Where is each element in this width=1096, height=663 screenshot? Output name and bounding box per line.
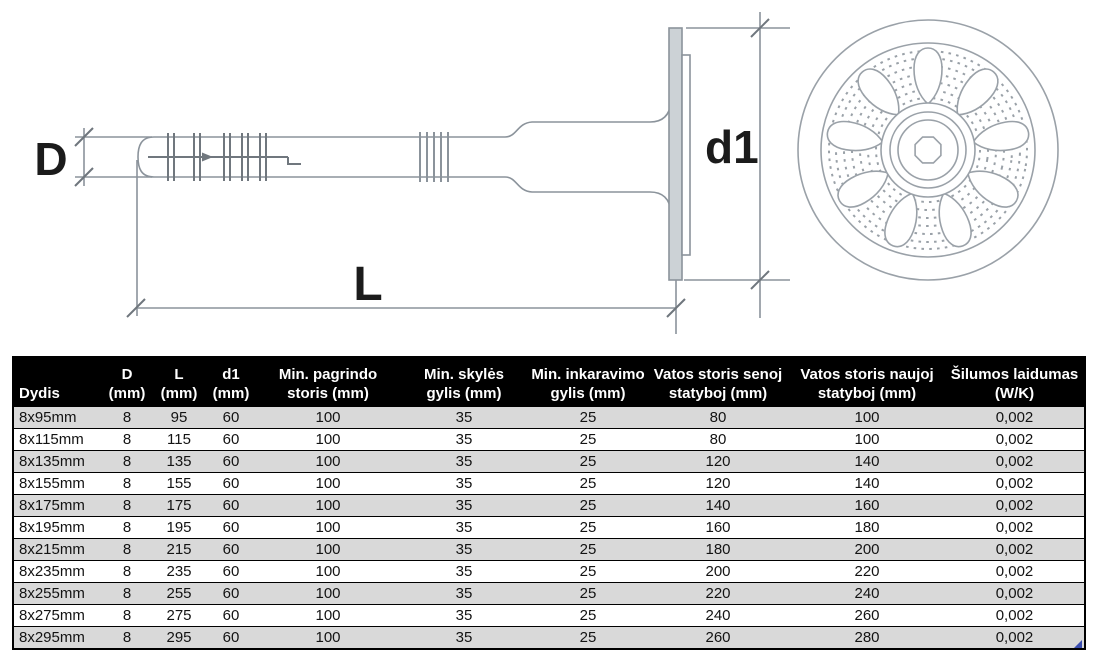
value-cell: 100	[257, 429, 399, 451]
table-row	[13, 473, 1085, 495]
table-row	[13, 539, 1085, 561]
dimension-label-d: D	[34, 133, 68, 185]
value-cell: 8	[101, 407, 153, 429]
value-cell: 35	[399, 627, 529, 650]
value-cell: 35	[399, 517, 529, 539]
table-row	[13, 583, 1085, 605]
value-cell: 160	[789, 495, 945, 517]
value-cell: 160	[647, 517, 789, 539]
value-cell: 8	[101, 473, 153, 495]
table-row	[13, 495, 1085, 517]
value-cell: 115	[153, 429, 205, 451]
head-hub	[881, 103, 975, 197]
value-cell: 60	[205, 407, 257, 429]
value-cell: 100	[257, 583, 399, 605]
value-cell: 100	[257, 517, 399, 539]
value-cell: 0,002	[945, 539, 1085, 561]
value-cell: 60	[205, 429, 257, 451]
value-cell: 255	[153, 583, 205, 605]
value-cell: 35	[399, 429, 529, 451]
table-row	[13, 407, 1085, 429]
value-cell: 25	[529, 495, 647, 517]
value-cell: 0,002	[945, 561, 1085, 583]
value-cell: 8	[101, 539, 153, 561]
value-cell: 220	[647, 583, 789, 605]
table-row	[13, 429, 1085, 451]
size-cell: 8x215mm	[13, 539, 101, 561]
value-cell: 25	[529, 561, 647, 583]
spec-table-container	[12, 356, 1084, 650]
table-row	[13, 517, 1085, 539]
column-header: d1 (mm)	[205, 357, 257, 407]
column-header: Min. skylės gylis (mm)	[399, 357, 529, 407]
anchor-head-backplate	[682, 55, 690, 255]
size-cell: 8x235mm	[13, 561, 101, 583]
value-cell: 135	[153, 451, 205, 473]
table-row	[13, 451, 1085, 473]
value-cell: 60	[205, 561, 257, 583]
value-cell: 180	[647, 539, 789, 561]
value-cell: 100	[789, 407, 945, 429]
value-cell: 60	[205, 627, 257, 650]
anchor-collar-rings	[420, 132, 448, 182]
value-cell: 25	[529, 473, 647, 495]
value-cell: 25	[529, 605, 647, 627]
value-cell: 80	[647, 429, 789, 451]
size-cell: 8x275mm	[13, 605, 101, 627]
value-cell: 80	[647, 407, 789, 429]
value-cell: 100	[257, 627, 399, 650]
anchor-head-side	[669, 28, 682, 280]
column-header: D (mm)	[101, 357, 153, 407]
value-cell: 140	[789, 473, 945, 495]
size-cell: 8x295mm	[13, 627, 101, 650]
value-cell: 8	[101, 605, 153, 627]
size-cell: 8x175mm	[13, 495, 101, 517]
value-cell: 200	[789, 539, 945, 561]
value-cell: 8	[101, 583, 153, 605]
value-cell: 200	[647, 561, 789, 583]
value-cell: 100	[257, 561, 399, 583]
value-cell: 8	[101, 495, 153, 517]
anchor-side-view	[138, 28, 690, 280]
value-cell: 0,002	[945, 605, 1085, 627]
sheet-corner-marker	[1074, 640, 1082, 648]
value-cell: 25	[529, 627, 647, 650]
value-cell: 8	[101, 517, 153, 539]
column-header: L (mm)	[153, 357, 205, 407]
value-cell: 100	[257, 539, 399, 561]
column-header: Min. pagrindo storis (mm)	[257, 357, 399, 407]
value-cell: 0,002	[945, 451, 1085, 473]
value-cell: 260	[789, 605, 945, 627]
dimension-label-l: L	[353, 258, 383, 311]
value-cell: 240	[647, 605, 789, 627]
value-cell: 60	[205, 539, 257, 561]
size-cell: 8x155mm	[13, 473, 101, 495]
value-cell: 100	[789, 429, 945, 451]
spec-table	[12, 356, 1086, 650]
value-cell: 35	[399, 451, 529, 473]
value-cell: 95	[153, 407, 205, 429]
value-cell: 215	[153, 539, 205, 561]
value-cell: 175	[153, 495, 205, 517]
value-cell: 60	[205, 495, 257, 517]
size-cell: 8x95mm	[13, 407, 101, 429]
size-cell: 8x195mm	[13, 517, 101, 539]
value-cell: 25	[529, 429, 647, 451]
table-row	[13, 605, 1085, 627]
value-cell: 35	[399, 495, 529, 517]
anchor-expansion-zone	[148, 133, 301, 181]
value-cell: 280	[789, 627, 945, 650]
column-header: Vatos storis senoj statyboj (mm)	[647, 357, 789, 407]
value-cell: 235	[153, 561, 205, 583]
value-cell: 60	[205, 605, 257, 627]
value-cell: 140	[789, 451, 945, 473]
value-cell: 35	[399, 605, 529, 627]
value-cell: 0,002	[945, 473, 1085, 495]
value-cell: 100	[257, 495, 399, 517]
value-cell: 0,002	[945, 495, 1085, 517]
value-cell: 0,002	[945, 517, 1085, 539]
column-header: Min. inkaravimo gylis (mm)	[529, 357, 647, 407]
value-cell: 180	[789, 517, 945, 539]
value-cell: 0,002	[945, 429, 1085, 451]
spec-table-body	[13, 407, 1085, 650]
value-cell: 8	[101, 451, 153, 473]
value-cell: 100	[257, 451, 399, 473]
value-cell: 100	[257, 605, 399, 627]
value-cell: 35	[399, 561, 529, 583]
column-header: Dydis	[13, 357, 101, 407]
value-cell: 60	[205, 517, 257, 539]
value-cell: 260	[647, 627, 789, 650]
size-cell: 8x115mm	[13, 429, 101, 451]
value-cell: 35	[399, 539, 529, 561]
value-cell: 0,002	[945, 583, 1085, 605]
expansion-arrow	[202, 153, 213, 162]
value-cell: 25	[529, 407, 647, 429]
value-cell: 275	[153, 605, 205, 627]
value-cell: 120	[647, 473, 789, 495]
value-cell: 25	[529, 583, 647, 605]
table-row	[13, 561, 1085, 583]
value-cell: 35	[399, 407, 529, 429]
value-cell: 0,002	[945, 627, 1085, 650]
value-cell: 60	[205, 583, 257, 605]
size-cell: 8x255mm	[13, 583, 101, 605]
spec-table-header-row	[13, 357, 1085, 407]
size-cell: 8x135mm	[13, 451, 101, 473]
value-cell: 25	[529, 517, 647, 539]
value-cell: 0,002	[945, 407, 1085, 429]
value-cell: 35	[399, 583, 529, 605]
dimension-d	[75, 128, 152, 186]
column-header: Šilumos laidumas (W/K)	[945, 357, 1085, 407]
value-cell: 8	[101, 429, 153, 451]
value-cell: 100	[257, 473, 399, 495]
value-cell: 60	[205, 451, 257, 473]
value-cell: 8	[101, 627, 153, 650]
value-cell: 295	[153, 627, 205, 650]
value-cell: 8	[101, 561, 153, 583]
dimension-l	[127, 160, 685, 334]
value-cell: 220	[789, 561, 945, 583]
value-cell: 35	[399, 473, 529, 495]
value-cell: 155	[153, 473, 205, 495]
value-cell: 25	[529, 539, 647, 561]
value-cell: 120	[647, 451, 789, 473]
value-cell: 195	[153, 517, 205, 539]
dimension-label-d1: d1	[705, 121, 759, 173]
value-cell: 140	[647, 495, 789, 517]
value-cell: 60	[205, 473, 257, 495]
value-cell: 100	[257, 407, 399, 429]
anchor-head-front-view	[798, 20, 1058, 280]
table-row	[13, 627, 1085, 650]
column-header: Vatos storis naujoj statyboj (mm)	[789, 357, 945, 407]
value-cell: 25	[529, 451, 647, 473]
value-cell: 240	[789, 583, 945, 605]
